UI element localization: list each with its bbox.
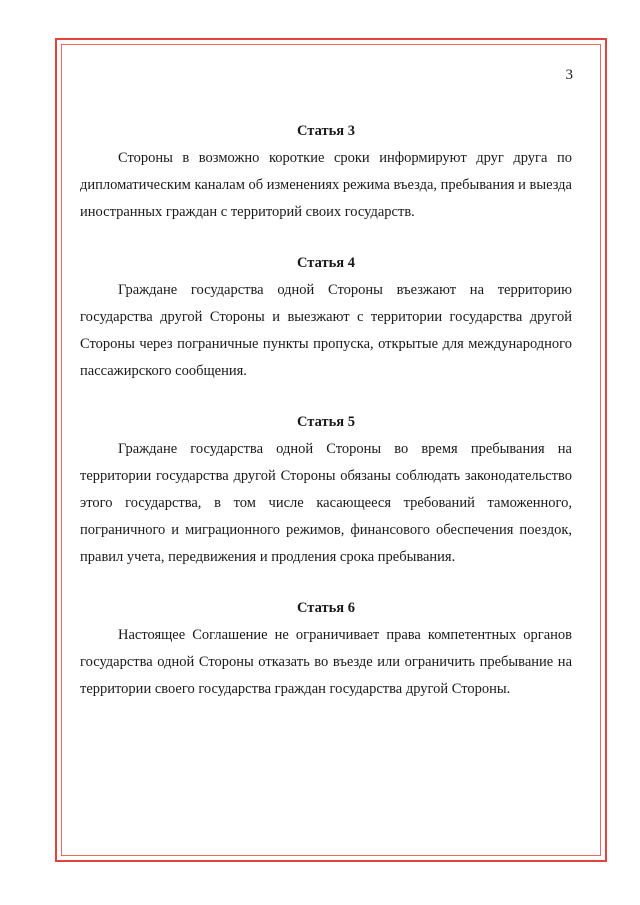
article-4 (80, 250, 572, 385)
article-3 (80, 118, 572, 226)
page-number: 3 (565, 67, 573, 83)
document-body (80, 118, 572, 703)
article-text: Настоящее Соглашение не ограничивает права компетентных органов государства одной Стороны отказать во въезде или ограничить пребывание на территории своего государства граждан государства другой Стороны. (80, 627, 572, 697)
article-text: Граждане государства одной Стороны во время пребывания на территории государства другой Стороны обязаны соблюдать законодательство этого государства, в том числе касающееся требований таможенного, пограничного и миграционного режимов, финансового обеспечения поездок, правил учета, передвижения и продления срока пребывания. (80, 441, 572, 565)
article-text: Граждане государства одной Стороны въезжают на территорию государства другой Стороны и выезжают с территории государства другой Стороны через пограничные пункты пропуска, открытые для международного пассажирского сообщения. (80, 282, 572, 379)
article-title: Статья 6 (297, 600, 355, 616)
article-title: Статья 4 (297, 255, 355, 271)
article-6 (80, 595, 572, 703)
article-text: Стороны в возможно короткие сроки информируют друг друга по дипломатическим каналам об изменениях режима въезда, пребывания и выезда иностранных граждан с территорий своих государств. (80, 150, 572, 220)
article-5 (80, 409, 572, 571)
article-title: Статья 3 (297, 123, 355, 139)
article-title: Статья 5 (297, 414, 355, 430)
